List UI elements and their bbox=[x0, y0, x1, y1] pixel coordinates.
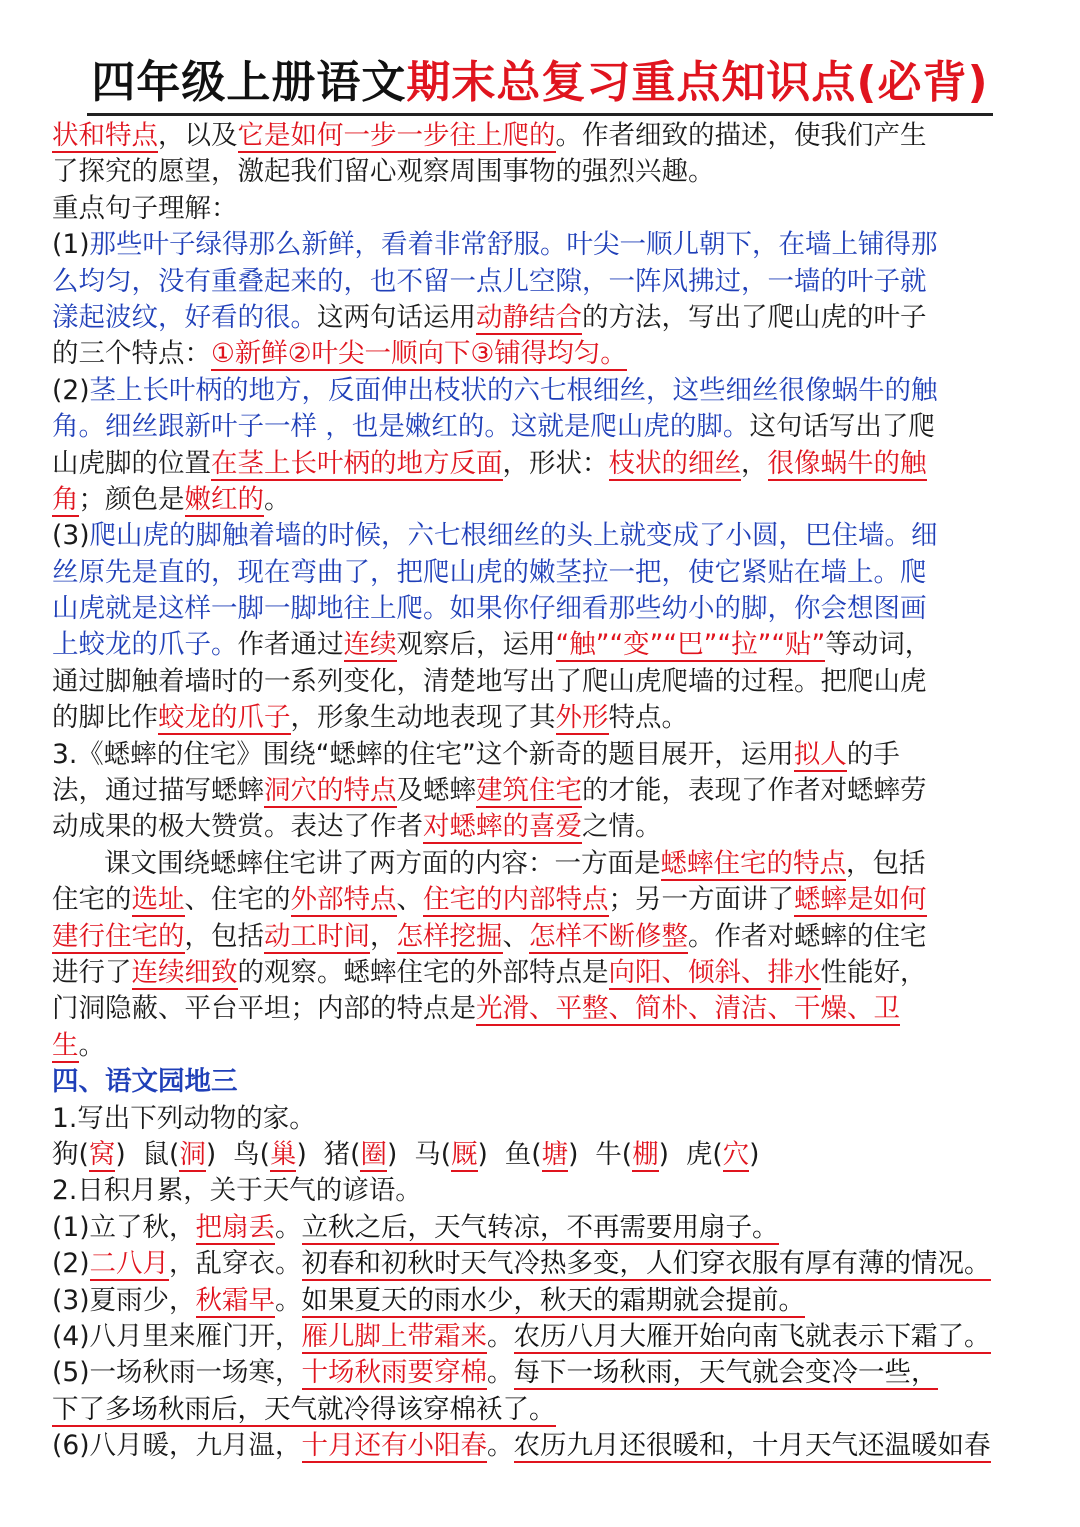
text-line bbox=[52, 955, 1030, 991]
question-1: 1.写出下列动物的家。 bbox=[52, 1102, 316, 1134]
proverb-5-cont: 下了多场秋雨后，天气就冷得该穿棉袄了。 bbox=[52, 1393, 556, 1425]
text-line bbox=[52, 773, 1030, 809]
text-line bbox=[52, 1028, 1030, 1064]
quote-text: 茎上长叶柄的地方，反面伸出枝状的六七根细丝，这些细丝很像蜗牛的触 bbox=[89, 374, 938, 406]
text: 的方法，写出了爬山虎的叶子 bbox=[582, 301, 927, 333]
text: 、住宅的 bbox=[184, 884, 291, 916]
text: ；另一方面讲了 bbox=[608, 884, 794, 916]
animal-homes bbox=[52, 1137, 1030, 1173]
text: 作者通过 bbox=[237, 629, 344, 661]
highlight: 光滑、平整、简朴、清洁、干燥、卫 bbox=[476, 993, 900, 1025]
text: 。 bbox=[78, 1029, 105, 1061]
text: 、 bbox=[502, 920, 529, 952]
text: 住宅的 bbox=[52, 884, 132, 916]
text-line bbox=[52, 482, 1030, 518]
text-line bbox=[52, 446, 1030, 482]
text: ， bbox=[370, 920, 397, 952]
text-line bbox=[52, 118, 1030, 154]
sentence-2 bbox=[52, 373, 1030, 409]
highlight: 建筑住宅 bbox=[476, 775, 582, 807]
highlight: 对蟋蟀的喜爱 bbox=[423, 811, 582, 843]
highlight: 它是如何一步一步往上爬的 bbox=[237, 120, 556, 151]
document-body bbox=[52, 118, 1030, 1464]
text: ， bbox=[741, 447, 768, 479]
text-line: 通过脚触着墙时的一系列变化，清楚地写出了爬山虎爬墙的过程。把爬山虎 bbox=[52, 665, 927, 697]
text: 的手 bbox=[846, 738, 900, 770]
text: ，形象生动地表现了其 bbox=[290, 702, 556, 734]
text: 的观察。蟋蟀住宅的外部特点是 bbox=[237, 956, 609, 988]
highlight: 建行住宅的 bbox=[52, 920, 185, 952]
text: 3.《蟋蟀的住宅》围绕“蟋蟀的住宅”这个新奇的题目展开，运用 bbox=[52, 738, 794, 770]
text-line bbox=[52, 336, 1030, 372]
title-wrap bbox=[0, 55, 1080, 116]
highlight: 怎样不断修整 bbox=[529, 920, 688, 952]
animal-item: 牛(棚) bbox=[595, 1138, 669, 1170]
text: 观察后，运用 bbox=[396, 629, 556, 661]
text: 进行了 bbox=[52, 956, 132, 988]
title-black: 四年级上册语文 bbox=[91, 57, 407, 108]
highlight: 拟人 bbox=[793, 738, 847, 770]
sentence-3 bbox=[52, 518, 1030, 554]
text: 。作者细致的描述，使我们产生 bbox=[555, 120, 927, 151]
highlight: 生 bbox=[52, 1029, 79, 1061]
quote-line: 山虎就是这样一脚一脚地往上爬。如果你仔细看那些幼小的脚，你会想图画 bbox=[52, 593, 927, 625]
section-4-heading: 四、语文园地三 bbox=[52, 1066, 238, 1098]
text-line bbox=[52, 300, 1030, 336]
highlight: 角 bbox=[52, 483, 79, 515]
text-line bbox=[52, 919, 1030, 955]
highlight: 选址 bbox=[131, 884, 185, 916]
quote-text: 上蛟龙的爪子。 bbox=[52, 629, 238, 661]
item-number: (1) bbox=[52, 229, 90, 261]
text-line bbox=[52, 809, 1030, 845]
text-line bbox=[52, 846, 1030, 882]
section-heading: 重点句子理解： bbox=[52, 192, 238, 224]
proverb-4: (4)八月里来雁门开，雁儿脚上带霜来。农历八月大雁开始向南飞就表示下霜了。 bbox=[52, 1320, 991, 1352]
text-line bbox=[52, 737, 1030, 773]
highlight: 向阳、倾斜、排水 bbox=[608, 956, 821, 988]
animal-item: 马(厩) bbox=[414, 1138, 488, 1170]
highlight: “触”“变”“巴”“拉”“贴” bbox=[555, 629, 826, 661]
highlight: 怎样挖掘 bbox=[396, 920, 503, 952]
proverb-1: (1)立了秋，把扇丢。立秋之后，天气转凉，不再需要用扇子。 bbox=[52, 1211, 779, 1243]
animal-item: 猪(圈) bbox=[323, 1138, 398, 1170]
text: 的脚比作 bbox=[52, 702, 158, 734]
text-line bbox=[52, 991, 1030, 1027]
text-line bbox=[52, 700, 1030, 736]
text-line: 了探究的愿望，激起我们留心观察周围事物的强烈兴趣。 bbox=[52, 156, 715, 188]
text: 这句话写出了爬 bbox=[749, 411, 935, 443]
animal-item: 鼠(洞) bbox=[142, 1138, 217, 1170]
page-title bbox=[87, 55, 992, 116]
text: 这两句话运用 bbox=[317, 301, 476, 333]
text: 山虎脚的位置 bbox=[52, 447, 211, 479]
proverb-6: (6)八月暖，九月温，十月还有小阳春。农历九月还很暖和，十月天气还温暖如春 bbox=[52, 1430, 991, 1462]
proverb-3: (3)夏雨少，秋霜早。如果夏天的雨水少，秋天的霜期就会提前。 bbox=[52, 1284, 806, 1316]
text: ，包括 bbox=[184, 920, 264, 952]
highlight: 外形 bbox=[555, 702, 609, 734]
item-number: (3) bbox=[52, 520, 90, 552]
text: 的三个特点： bbox=[52, 338, 211, 370]
highlight: 蟋蟀是如何 bbox=[794, 884, 927, 916]
animal-item: 狗(窝) bbox=[52, 1138, 126, 1170]
quote-text: 爬山虎的脚触着墙的时候，六七根细丝的头上就变成了小圆，巴住墙。细 bbox=[89, 520, 938, 552]
highlight: 嫩红的 bbox=[184, 483, 264, 515]
text: 、 bbox=[396, 884, 423, 916]
text: 动成果的极大赞赏。表达了作者 bbox=[52, 811, 423, 843]
highlight: 动工时间 bbox=[264, 920, 370, 952]
text: 。作者对蟋蟀的住宅 bbox=[688, 920, 927, 952]
text: 门洞隐蔽、平台平坦；内部的特点是 bbox=[52, 993, 476, 1025]
highlight: 蛟龙的爪子 bbox=[158, 702, 291, 734]
highlight: 连续细致 bbox=[131, 956, 238, 988]
text: 特点。 bbox=[608, 702, 688, 734]
highlight: 很像蜗牛的触 bbox=[767, 447, 927, 479]
highlight: 蟋蟀住宅的特点 bbox=[660, 847, 846, 879]
text: 性能好， bbox=[820, 956, 927, 988]
text-line bbox=[52, 627, 1030, 663]
highlight: 洞穴的特点 bbox=[264, 775, 397, 807]
text-line bbox=[52, 409, 1030, 445]
highlight: 连续 bbox=[343, 629, 397, 661]
sentence-1 bbox=[52, 227, 1030, 263]
text: ，以及 bbox=[158, 120, 238, 151]
proverb-5: (5)一场秋雨一场寒，十场秋雨要穿棉。每下一场秋雨，天气就会变冷一些， bbox=[52, 1357, 938, 1389]
text: 的才能，表现了作者对蟋蟀劳 bbox=[582, 775, 927, 807]
animal-item: 虎(穴) bbox=[685, 1138, 760, 1170]
question-2: 2.日积月累，关于天气的谚语。 bbox=[52, 1175, 422, 1207]
highlight: 住宅的内部特点 bbox=[423, 884, 609, 916]
highlight: 在茎上长叶柄的地方反面 bbox=[211, 447, 503, 479]
text: ，形状： bbox=[502, 447, 609, 479]
highlight: ①新鲜②叶尖一顺向下③铺得均匀。 bbox=[211, 338, 627, 370]
animal-item: 鸟(巢) bbox=[233, 1138, 307, 1170]
quote-text: 那些叶子绿得那么新鲜，看着非常舒服。叶尖一顺儿朝下，在墙上铺得那 bbox=[89, 229, 938, 261]
text: 及蟋蟀 bbox=[396, 775, 476, 807]
quote-text: 角。细丝跟新叶子一样 ，也是嫩红的。这就是爬山虎的脚。 bbox=[52, 411, 750, 443]
text: 等动词， bbox=[825, 629, 932, 661]
item-number: (2) bbox=[52, 374, 90, 406]
text: ，包括 bbox=[846, 847, 926, 879]
text: 法，通过描写蟋蟀 bbox=[52, 775, 264, 807]
proverb-2: (2)二八月，乱穿衣。初春和初秋时天气冷热多变，人们穿衣服有厚有薄的情况。 bbox=[52, 1248, 991, 1280]
animal-item: 鱼(塘) bbox=[504, 1138, 579, 1170]
highlight: 动静结合 bbox=[476, 301, 582, 333]
quote-line: 丝原先是直的，现在弯曲了，把爬山虎的嫩茎拉一把，使它紧贴在墙上。爬 bbox=[52, 556, 927, 588]
highlight: 状和特点 bbox=[52, 120, 158, 151]
quote-text: 漾起波纹，好看的很。 bbox=[52, 301, 317, 333]
highlight: 外部特点 bbox=[290, 884, 397, 916]
text: 课文围绕蟋蟀住宅讲了两方面的内容：一方面是 bbox=[104, 847, 661, 879]
highlight: 枝状的细丝 bbox=[608, 447, 741, 479]
text: 之情。 bbox=[582, 811, 662, 843]
text: ；颜色是 bbox=[78, 483, 185, 515]
text: 。 bbox=[264, 483, 291, 515]
text-line bbox=[52, 882, 1030, 918]
title-red: 期末总复习重点知识点(必背) bbox=[406, 57, 989, 108]
quote-line: 么均匀，没有重叠起来的，也不留一点儿空隙，一阵风拂过，一墙的叶子就 bbox=[52, 265, 927, 297]
